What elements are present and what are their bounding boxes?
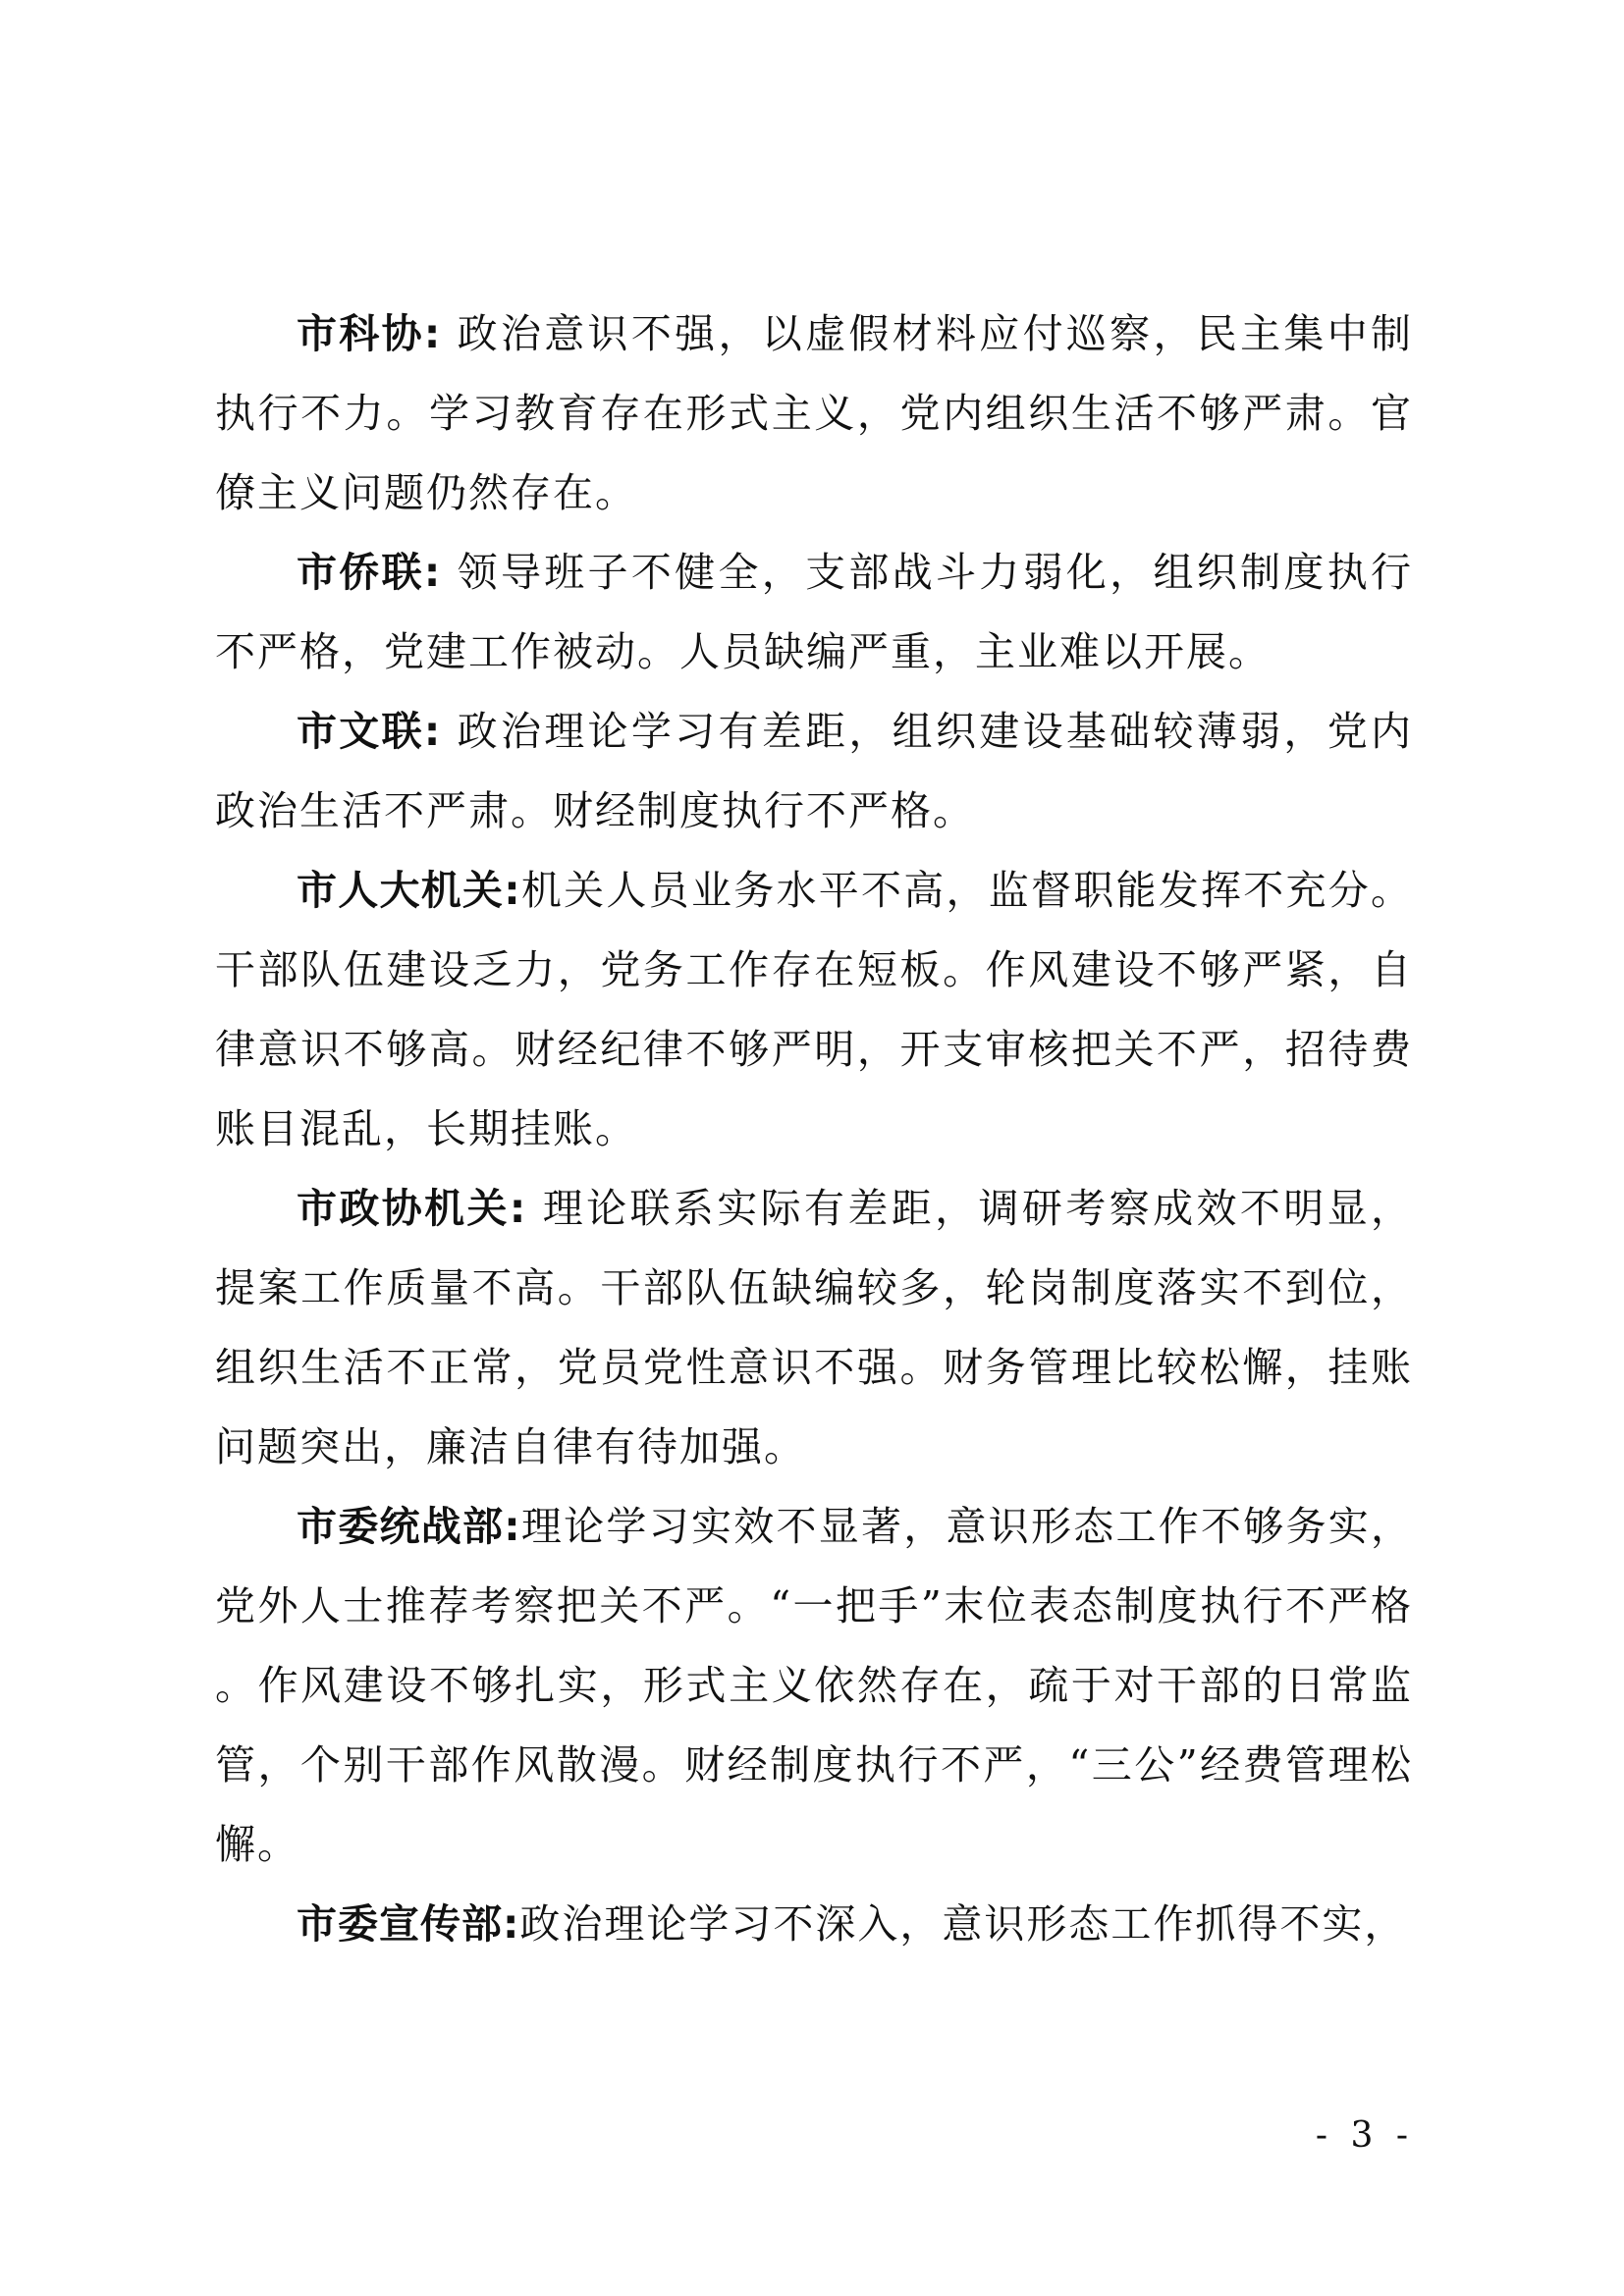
paragraph-text: 领导班子不健全，支部战斗力弱化，组织制度执行不严格，党建工作被动。人员缺编严重，主业难以开展。	[215, 549, 1413, 675]
page-number: - 3 -	[1315, 2115, 1414, 2156]
paragraph-qiaolian	[215, 533, 1413, 692]
paragraph-renda	[215, 851, 1413, 1169]
paragraph-tongzhan	[215, 1487, 1413, 1885]
paragraph-text: 政治意识不强，以虚假材料应付巡察，民主集中制执行不力。学习教育存在形式主义，党内组织生活不够严肃。官僚主义问题仍然存在。	[215, 310, 1413, 516]
org-heading: 市委统战部:	[297, 1503, 521, 1550]
paragraph-text: 机关人员业务水平不高，监督职能发挥不充分。干部队伍建设乏力，党务工作存在短板。作风建设不够严紧，自律意识不够高。财经纪律不够严明，开支审核把关不严，招待费账目混乱，长期挂账。	[215, 867, 1413, 1152]
org-heading: 市侨联:	[297, 549, 442, 596]
paragraph-xuanchuan	[215, 1885, 1413, 1964]
paragraph-text: 理论联系实际有差距，调研考察成效不明显，提案工作质量不高。干部队伍缺编较多，轮岗制度落实不到位，组织生活不正常，党员党性意识不强。财务管理比较松懈，挂账问题突出，廉洁自律有待加强。	[215, 1185, 1413, 1470]
paragraph-wenlian	[215, 692, 1413, 851]
paragraph-text: 理论学习实效不显著，意识形态工作不够务实，党外人士推荐考察把关不严。“一把手”末位表态制度执行不严格。作风建设不够扎实，形式主义依然存在，疏于对干部的日常监管，个别干部作风散漫。财经制度执行不严，“三公”经费管理松懈。	[215, 1503, 1413, 1868]
document-body	[215, 294, 1413, 1964]
org-heading: 市委宣传部:	[297, 1900, 520, 1948]
org-heading: 市政协机关:	[297, 1185, 527, 1232]
paragraph-keixie	[215, 294, 1413, 533]
paragraph-text: 政治理论学习不深入，意识形态工作抓得不实，	[519, 1900, 1407, 1948]
org-heading: 市科协:	[297, 310, 442, 357]
paragraph-text: 政治理论学习有差距，组织建设基础较薄弱，党内政治生活不严肃。财经制度执行不严格。	[215, 708, 1413, 834]
paragraph-zhengxie	[215, 1169, 1413, 1487]
org-heading: 市人大机关:	[297, 867, 521, 914]
org-heading: 市文联:	[297, 708, 442, 755]
